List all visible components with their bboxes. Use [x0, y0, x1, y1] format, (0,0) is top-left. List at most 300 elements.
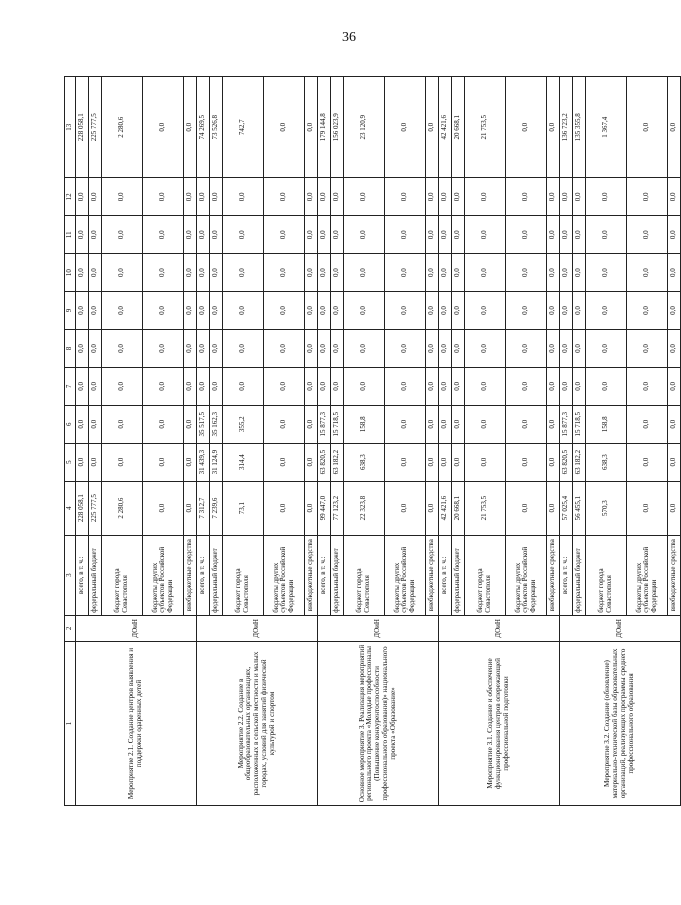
value-cell: 0,0 — [573, 216, 586, 254]
value-cell: 0,0 — [560, 367, 573, 405]
value-cell: 63 820,5 — [560, 443, 573, 481]
value-cell: 0,0 — [547, 367, 560, 405]
value-cell: 0,0 — [223, 330, 264, 368]
funding-source: всего, в т. ч.: — [560, 535, 573, 615]
budget-table — [64, 76, 681, 806]
value-cell: 0,0 — [197, 254, 210, 292]
value-cell: 0,0 — [627, 216, 668, 254]
value-cell: 0,0 — [305, 292, 318, 330]
value-cell: 0,0 — [102, 254, 143, 292]
value-cell: 0,0 — [210, 178, 223, 216]
value-cell: 0,0 — [143, 443, 184, 481]
value-cell: 0,0 — [184, 367, 197, 405]
header-row — [65, 77, 76, 806]
column-header: 13 — [65, 77, 76, 178]
value-cell: 0,0 — [668, 481, 681, 535]
value-cell: 0,0 — [586, 330, 627, 368]
event-name: Мероприятие 3.1. Создание и обеспечение функционирования центров опережающей профессиональной подготовки — [439, 641, 560, 805]
column-header: 10 — [65, 254, 76, 292]
value-cell: 0,0 — [560, 254, 573, 292]
value-cell: 0,0 — [465, 405, 506, 443]
event-name: Мероприятие 3.2. Создание (обновление) материально-технической базы образовательных организаций, реализующих программы среднего профессионального образования — [560, 641, 681, 805]
value-cell: 0,0 — [627, 330, 668, 368]
value-cell: 0,0 — [197, 216, 210, 254]
value-cell: 0,0 — [668, 178, 681, 216]
value-cell: 0,0 — [506, 367, 547, 405]
value-cell: 77 123,2 — [331, 481, 344, 535]
value-cell: 15 718,5 — [331, 405, 344, 443]
value-cell: 0,0 — [506, 178, 547, 216]
funding-source: всего, в т. ч.: — [76, 535, 89, 615]
value-cell: 0,0 — [305, 77, 318, 178]
funding-source: внебюджетные средства — [426, 535, 439, 615]
executor: ДОиН — [76, 615, 197, 641]
rotated-table-area — [64, 76, 678, 806]
value-cell: 0,0 — [439, 405, 452, 443]
value-cell: 35 162,3 — [210, 405, 223, 443]
value-cell: 42 421,6 — [439, 77, 452, 178]
value-cell: 0,0 — [452, 292, 465, 330]
value-cell: 0,0 — [452, 443, 465, 481]
value-cell: 74 269,5 — [197, 77, 210, 178]
funding-source: федеральный бюджет — [573, 535, 586, 615]
value-cell: 0,0 — [506, 254, 547, 292]
value-cell: 0,0 — [426, 254, 439, 292]
value-cell: 0,0 — [439, 443, 452, 481]
value-cell: 0,0 — [627, 254, 668, 292]
funding-source: бюджеты других субъектов Российской Федерации — [143, 535, 184, 615]
event-name: Мероприятие 2.2. Создание в общеобразовательных организациях, расположенных в сельской местности и малых городах, условий для занятий физической культурой и спортом — [197, 641, 318, 805]
value-cell: 0,0 — [586, 216, 627, 254]
column-header: 8 — [65, 330, 76, 368]
value-cell: 0,0 — [547, 178, 560, 216]
value-cell: 0,0 — [586, 292, 627, 330]
value-cell: 0,0 — [89, 405, 102, 443]
value-cell: 0,0 — [439, 367, 452, 405]
value-cell: 0,0 — [305, 254, 318, 292]
value-cell: 0,0 — [318, 178, 331, 216]
funding-source: бюджеты других субъектов Российской Федерации — [385, 535, 426, 615]
value-cell: 0,0 — [452, 367, 465, 405]
value-cell: 0,0 — [89, 178, 102, 216]
value-cell: 0,0 — [76, 254, 89, 292]
executor: ДОиН — [197, 615, 318, 641]
value-cell: 0,0 — [385, 330, 426, 368]
value-cell: 0,0 — [264, 330, 305, 368]
value-cell: 20 668,1 — [452, 481, 465, 535]
value-cell: 0,0 — [586, 178, 627, 216]
value-cell: 0,0 — [197, 330, 210, 368]
value-cell: 0,0 — [184, 292, 197, 330]
page-number: 36 — [342, 30, 356, 45]
column-header: 12 — [65, 178, 76, 216]
executor: ДОиН — [318, 615, 439, 641]
value-cell: 0,0 — [143, 77, 184, 178]
value-cell: 0,0 — [452, 405, 465, 443]
value-cell: 0,0 — [89, 367, 102, 405]
value-cell: 2 280,6 — [102, 77, 143, 178]
value-cell: 7 312,7 — [197, 481, 210, 535]
value-cell: 23 120,9 — [344, 77, 385, 178]
value-cell: 0,0 — [668, 443, 681, 481]
value-cell: 0,0 — [184, 216, 197, 254]
value-cell: 7 239,6 — [210, 481, 223, 535]
value-cell: 31 124,9 — [210, 443, 223, 481]
value-cell: 15 877,3 — [318, 405, 331, 443]
value-cell: 0,0 — [426, 77, 439, 178]
value-cell: 0,0 — [264, 77, 305, 178]
value-cell: 179 144,8 — [318, 77, 331, 178]
value-cell: 0,0 — [318, 292, 331, 330]
value-cell: 0,0 — [102, 443, 143, 481]
value-cell: 63 820,5 — [318, 443, 331, 481]
value-cell: 0,0 — [465, 443, 506, 481]
value-cell: 0,0 — [560, 178, 573, 216]
value-cell: 0,0 — [331, 292, 344, 330]
funding-source: бюджет города Севастополя — [465, 535, 506, 615]
value-cell: 0,0 — [318, 330, 331, 368]
value-cell: 0,0 — [560, 330, 573, 368]
value-cell: 0,0 — [76, 216, 89, 254]
value-cell: 0,0 — [668, 216, 681, 254]
value-cell: 638,3 — [344, 443, 385, 481]
value-cell: 0,0 — [318, 367, 331, 405]
value-cell: 0,0 — [184, 405, 197, 443]
value-cell: 0,0 — [573, 254, 586, 292]
value-cell: 0,0 — [102, 330, 143, 368]
value-cell: 0,0 — [331, 254, 344, 292]
value-cell: 0,0 — [385, 405, 426, 443]
value-cell: 228 058,1 — [76, 77, 89, 178]
funding-source: федеральный бюджет — [89, 535, 102, 615]
value-cell: 0,0 — [547, 481, 560, 535]
value-cell: 0,0 — [76, 178, 89, 216]
value-cell: 0,0 — [89, 443, 102, 481]
value-cell: 0,0 — [264, 254, 305, 292]
value-cell: 0,0 — [184, 330, 197, 368]
event-name: Мероприятие 2.1. Создание центров выявления и поддержки одаренных детей — [76, 641, 197, 805]
table-row — [439, 77, 452, 806]
column-header: 7 — [65, 367, 76, 405]
event-name: Основное мероприятие 3. Реализация мероприятий регионального проекта «Молодые профессионалы (Повышение конкурентоспособности профессионального образования)» национального проекта «Образование» — [318, 641, 439, 805]
value-cell: 0,0 — [465, 292, 506, 330]
value-cell: 570,3 — [586, 481, 627, 535]
value-cell: 0,0 — [210, 330, 223, 368]
value-cell: 0,0 — [223, 292, 264, 330]
column-header: 11 — [65, 216, 76, 254]
value-cell: 0,0 — [305, 481, 318, 535]
funding-source: федеральный бюджет — [210, 535, 223, 615]
table-row — [197, 77, 210, 806]
value-cell: 0,0 — [76, 443, 89, 481]
column-header: 5 — [65, 443, 76, 481]
value-cell: 0,0 — [264, 443, 305, 481]
funding-source: бюджет города Севастополя — [586, 535, 627, 615]
value-cell: 0,0 — [426, 330, 439, 368]
value-cell: 0,0 — [452, 178, 465, 216]
value-cell: 0,0 — [385, 443, 426, 481]
value-cell: 42 421,6 — [439, 481, 452, 535]
value-cell: 21 753,5 — [465, 77, 506, 178]
funding-source: внебюджетные средства — [547, 535, 560, 615]
column-header: 4 — [65, 481, 76, 535]
value-cell: 0,0 — [385, 292, 426, 330]
value-cell: 0,0 — [506, 443, 547, 481]
value-cell: 0,0 — [506, 77, 547, 178]
value-cell: 0,0 — [560, 216, 573, 254]
table-body — [65, 77, 681, 806]
value-cell: 0,0 — [102, 292, 143, 330]
value-cell: 0,0 — [426, 481, 439, 535]
value-cell: 0,0 — [223, 254, 264, 292]
value-cell: 638,3 — [586, 443, 627, 481]
funding-source: бюджеты других субъектов Российской Федерации — [264, 535, 305, 615]
value-cell: 0,0 — [547, 254, 560, 292]
table-row — [318, 77, 331, 806]
value-cell: 136 723,2 — [560, 77, 573, 178]
value-cell: 0,0 — [560, 292, 573, 330]
column-header: 9 — [65, 292, 76, 330]
value-cell: 135 355,8 — [573, 77, 586, 178]
value-cell: 0,0 — [264, 292, 305, 330]
value-cell: 0,0 — [439, 330, 452, 368]
column-header: 2 — [65, 615, 76, 641]
value-cell: 0,0 — [89, 330, 102, 368]
value-cell: 0,0 — [197, 367, 210, 405]
value-cell: 0,0 — [385, 77, 426, 178]
value-cell: 0,0 — [184, 443, 197, 481]
value-cell: 0,0 — [439, 292, 452, 330]
value-cell: 0,0 — [547, 77, 560, 178]
value-cell: 0,0 — [547, 443, 560, 481]
value-cell: 0,0 — [439, 254, 452, 292]
value-cell: 0,0 — [385, 216, 426, 254]
value-cell: 0,0 — [143, 254, 184, 292]
value-cell: 15 718,5 — [573, 405, 586, 443]
value-cell: 0,0 — [627, 77, 668, 178]
value-cell: 0,0 — [452, 254, 465, 292]
value-cell: 0,0 — [668, 254, 681, 292]
value-cell: 0,0 — [210, 216, 223, 254]
executor: ДОиН — [439, 615, 560, 641]
value-cell: 0,0 — [465, 330, 506, 368]
value-cell: 0,0 — [305, 443, 318, 481]
funding-source: всего, в т. ч.: — [197, 535, 210, 615]
value-cell: 0,0 — [627, 292, 668, 330]
value-cell: 0,0 — [264, 216, 305, 254]
value-cell: 0,0 — [385, 481, 426, 535]
value-cell: 0,0 — [385, 254, 426, 292]
value-cell: 0,0 — [102, 405, 143, 443]
value-cell: 0,0 — [627, 443, 668, 481]
value-cell: 0,0 — [143, 405, 184, 443]
value-cell: 355,2 — [223, 405, 264, 443]
value-cell: 228 058,1 — [76, 481, 89, 535]
value-cell: 73 526,8 — [210, 77, 223, 178]
table-row — [560, 77, 573, 806]
value-cell: 158,8 — [586, 405, 627, 443]
value-cell: 2 280,6 — [102, 481, 143, 535]
value-cell: 99 447,0 — [318, 481, 331, 535]
funding-source: внебюджетные средства — [305, 535, 318, 615]
value-cell: 20 668,1 — [452, 77, 465, 178]
value-cell: 0,0 — [506, 405, 547, 443]
value-cell: 0,0 — [668, 77, 681, 178]
value-cell: 0,0 — [426, 405, 439, 443]
funding-source: всего, в т. ч.: — [439, 535, 452, 615]
value-cell: 0,0 — [331, 367, 344, 405]
value-cell: 0,0 — [668, 405, 681, 443]
value-cell: 742,7 — [223, 77, 264, 178]
value-cell: 0,0 — [627, 405, 668, 443]
funding-source: федеральный бюджет — [452, 535, 465, 615]
funding-source: бюджеты других субъектов Российской Федерации — [627, 535, 668, 615]
value-cell: 0,0 — [143, 481, 184, 535]
value-cell: 0,0 — [102, 178, 143, 216]
value-cell: 0,0 — [184, 77, 197, 178]
value-cell: 0,0 — [426, 178, 439, 216]
value-cell: 0,0 — [344, 216, 385, 254]
value-cell: 0,0 — [547, 216, 560, 254]
value-cell: 0,0 — [143, 292, 184, 330]
value-cell: 0,0 — [344, 367, 385, 405]
value-cell: 0,0 — [305, 178, 318, 216]
value-cell: 156 023,9 — [331, 77, 344, 178]
value-cell: 0,0 — [668, 330, 681, 368]
value-cell: 0,0 — [547, 292, 560, 330]
value-cell: 0,0 — [627, 367, 668, 405]
value-cell: 0,0 — [331, 330, 344, 368]
value-cell: 0,0 — [89, 216, 102, 254]
value-cell: 0,0 — [76, 330, 89, 368]
value-cell: 0,0 — [506, 330, 547, 368]
value-cell: 0,0 — [305, 216, 318, 254]
value-cell: 0,0 — [264, 481, 305, 535]
value-cell: 225 777,5 — [89, 77, 102, 178]
value-cell: 0,0 — [305, 367, 318, 405]
value-cell: 0,0 — [76, 292, 89, 330]
value-cell: 15 877,3 — [560, 405, 573, 443]
value-cell: 0,0 — [318, 216, 331, 254]
value-cell: 0,0 — [506, 216, 547, 254]
value-cell: 0,0 — [223, 178, 264, 216]
rotated-table-container — [64, 76, 678, 806]
value-cell: 0,0 — [465, 216, 506, 254]
value-cell: 0,0 — [344, 330, 385, 368]
value-cell: 0,0 — [426, 367, 439, 405]
value-cell: 0,0 — [344, 292, 385, 330]
value-cell: 0,0 — [89, 254, 102, 292]
value-cell: 0,0 — [344, 178, 385, 216]
value-cell: 0,0 — [89, 292, 102, 330]
value-cell: 0,0 — [143, 367, 184, 405]
value-cell: 73,1 — [223, 481, 264, 535]
funding-source: всего, в т. ч.: — [318, 535, 331, 615]
value-cell: 0,0 — [452, 216, 465, 254]
funding-source: бюджет города Севастополя — [102, 535, 143, 615]
funding-source: бюджет города Севастополя — [223, 535, 264, 615]
value-cell: 0,0 — [210, 367, 223, 405]
value-cell: 0,0 — [465, 178, 506, 216]
value-cell: 0,0 — [506, 481, 547, 535]
value-cell: 0,0 — [143, 330, 184, 368]
table-row — [76, 77, 89, 806]
value-cell: 0,0 — [586, 254, 627, 292]
funding-source: внебюджетные средства — [184, 535, 197, 615]
value-cell: 0,0 — [223, 216, 264, 254]
value-cell: 0,0 — [76, 405, 89, 443]
value-cell: 0,0 — [547, 330, 560, 368]
value-cell: 0,0 — [385, 367, 426, 405]
value-cell: 0,0 — [143, 178, 184, 216]
value-cell: 0,0 — [573, 367, 586, 405]
value-cell: 0,0 — [197, 178, 210, 216]
value-cell: 21 753,5 — [465, 481, 506, 535]
column-header: 1 — [65, 641, 76, 805]
value-cell: 0,0 — [210, 292, 223, 330]
value-cell: 0,0 — [506, 292, 547, 330]
executor: ДОиН — [560, 615, 681, 641]
value-cell: 0,0 — [465, 367, 506, 405]
value-cell: 0,0 — [184, 178, 197, 216]
value-cell: 314,4 — [223, 443, 264, 481]
value-cell: 57 025,4 — [560, 481, 573, 535]
value-cell: 0,0 — [573, 330, 586, 368]
value-cell: 0,0 — [223, 367, 264, 405]
value-cell: 0,0 — [439, 216, 452, 254]
value-cell: 56 455,1 — [573, 481, 586, 535]
column-header: 3 — [65, 535, 76, 615]
value-cell: 0,0 — [264, 367, 305, 405]
value-cell: 0,0 — [668, 292, 681, 330]
value-cell: 158,8 — [344, 405, 385, 443]
value-cell: 0,0 — [465, 254, 506, 292]
value-cell: 0,0 — [102, 367, 143, 405]
funding-source: федеральный бюджет — [331, 535, 344, 615]
value-cell: 1 367,4 — [586, 77, 627, 178]
value-cell: 0,0 — [426, 216, 439, 254]
value-cell: 0,0 — [385, 178, 426, 216]
value-cell: 225 777,5 — [89, 481, 102, 535]
value-cell: 0,0 — [627, 481, 668, 535]
value-cell: 0,0 — [184, 254, 197, 292]
value-cell: 0,0 — [305, 405, 318, 443]
value-cell: 0,0 — [264, 178, 305, 216]
funding-source: внебюджетные средства — [668, 535, 681, 615]
funding-source: бюджет города Севастополя — [344, 535, 385, 615]
column-header: 6 — [65, 405, 76, 443]
value-cell: 0,0 — [426, 443, 439, 481]
value-cell: 0,0 — [452, 330, 465, 368]
value-cell: 0,0 — [264, 405, 305, 443]
value-cell: 35 517,5 — [197, 405, 210, 443]
value-cell: 0,0 — [305, 330, 318, 368]
value-cell: 63 182,2 — [331, 443, 344, 481]
value-cell: 63 182,2 — [573, 443, 586, 481]
value-cell: 0,0 — [102, 216, 143, 254]
value-cell: 0,0 — [143, 216, 184, 254]
value-cell: 0,0 — [586, 367, 627, 405]
value-cell: 0,0 — [573, 292, 586, 330]
value-cell: 0,0 — [439, 178, 452, 216]
value-cell: 0,0 — [210, 254, 223, 292]
value-cell: 22 323,8 — [344, 481, 385, 535]
value-cell: 0,0 — [76, 367, 89, 405]
value-cell: 31 439,3 — [197, 443, 210, 481]
value-cell: 0,0 — [426, 292, 439, 330]
funding-source: бюджеты других субъектов Российской Федерации — [506, 535, 547, 615]
value-cell: 0,0 — [344, 254, 385, 292]
